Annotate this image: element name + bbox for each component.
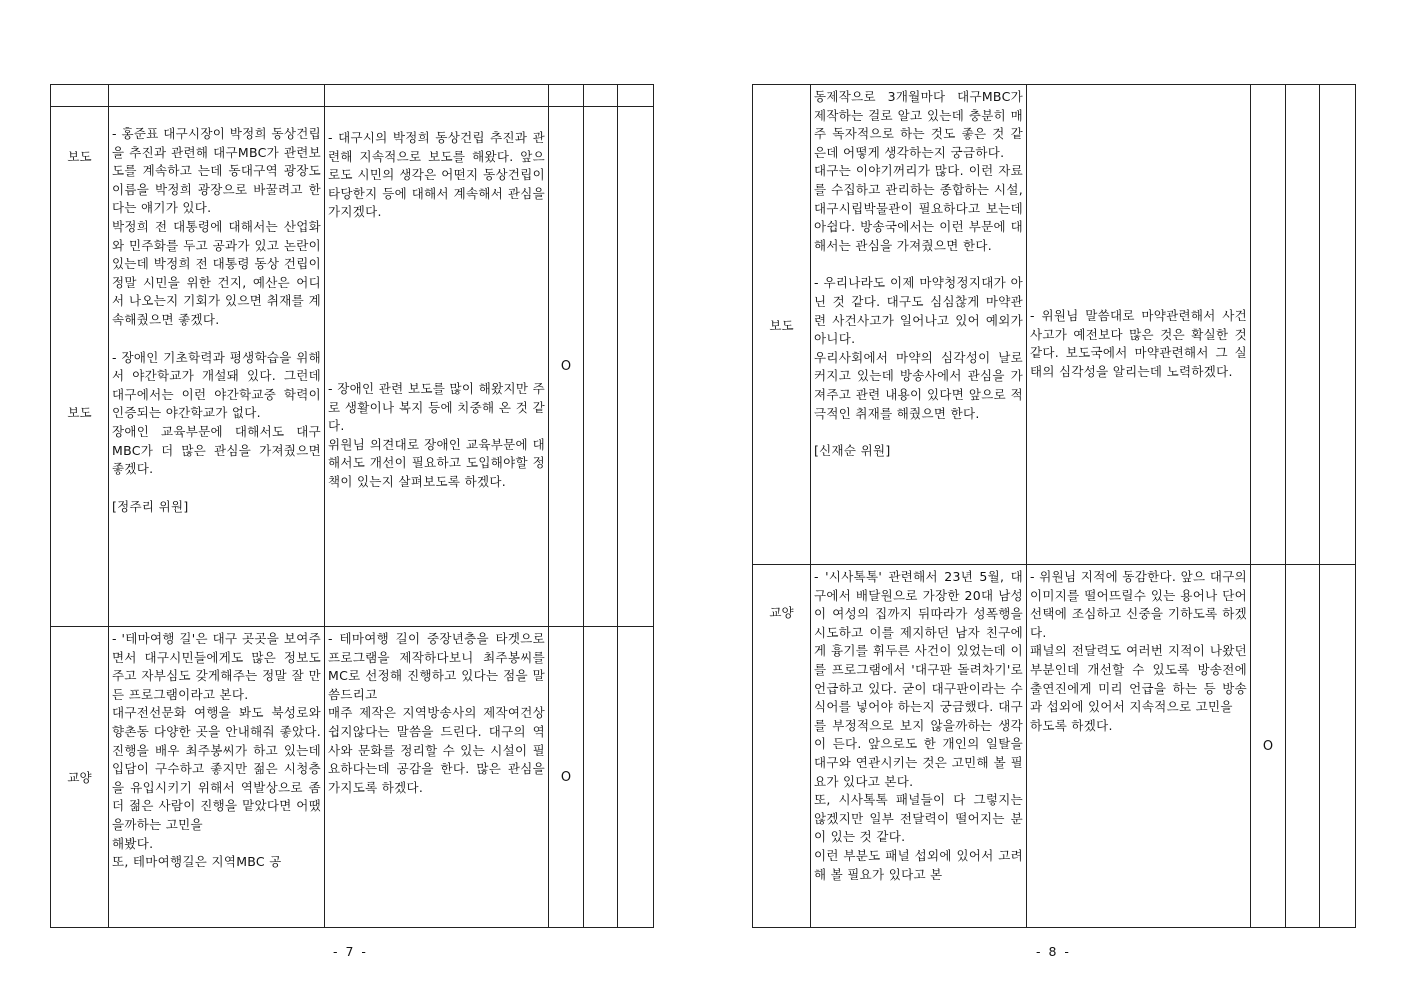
opinion-text: 우리사회에서 마약의 심각성이 날로 커지고 있는데 방송사에서 관심을 가져주고 관련 내용이 있다면 앞으로 적극적인 취재를 해줬으면 한다. bbox=[814, 349, 1023, 421]
response-text: - 위원님 말씀대로 마약관련해서 사건 사고가 예전보다 많은 것은 확실한 것 같다. 보도국에서 마약관련해서 그 실태의 심각성을 알리는데 노력하겠다. bbox=[1030, 308, 1247, 379]
response-cell bbox=[325, 627, 549, 928]
opinion-cell bbox=[811, 85, 1027, 565]
header-cell bbox=[325, 85, 549, 107]
opinion-text: - '테마여행 길'은 대구 곳곳을 보여주면서 대구시민들에게도 많은 정보도 주고 자부심도 갖게해주는 정말 잘 만든 프로그램이라고 본다. bbox=[112, 631, 321, 702]
category-label: 교양 bbox=[51, 627, 109, 928]
opinion-text: 장애인 교육부문에 대해서도 대구MBC가 더 많은 관심을 가져줬으면 좋겠다. bbox=[112, 423, 321, 477]
table-row bbox=[51, 627, 654, 928]
header-cell bbox=[549, 85, 584, 107]
response-cell bbox=[1027, 565, 1251, 928]
opinion-text: 이런 부분도 패널 섭외에 있어서 고려해 볼 필요가 있다고 본 bbox=[814, 847, 1023, 882]
opinion-text: 대구는 이야기꺼리가 많다. 이런 자료를 수집하고 관리하는 종합하는 시설, 대구시립박물관이 필요하다고 보는데 아쉽다. 방송국에서는 이런 부문에 대해서는 관심을 가져줬으면 한다. bbox=[814, 163, 1023, 253]
opinion-cell bbox=[811, 565, 1027, 928]
category-label: 교양 bbox=[753, 565, 811, 928]
empty-cell bbox=[618, 627, 654, 928]
opinion-text: 대구전선문화 여행을 봐도 북성로와 향촌동 다양한 곳을 안내해줘 좋았다. 진행을 배우 최주봉씨가 하고 있는데 입담이 구수하고 좋지만 젊은 시청층을 유입시키기 위해서 역발상으로 좀 더 젊은 사람이 진행을 맡았다면 어땠을까하는 고민을 bbox=[112, 705, 321, 832]
category-label: 보도 bbox=[67, 149, 92, 164]
opinion-text: 해봤다. bbox=[112, 835, 154, 851]
empty-cell bbox=[1286, 85, 1320, 565]
empty-cell bbox=[584, 627, 618, 928]
check-mark bbox=[1251, 85, 1286, 565]
table-row bbox=[51, 107, 654, 627]
opinion-text: 또, 시사톡톡 패널들이 다 그렇지는 않겠지만 일부 전달력이 떨어지는 분이 있는 것 같다. bbox=[814, 792, 1023, 845]
page-number: - 8 - bbox=[1036, 944, 1071, 959]
opinion-text: 동제작으로 3개월마다 대구MBC가 제작하는 걸로 알고 있는데 충분히 매주 독자적으로 하는 것도 좋은 것 같은데 어떻게 생각하는지 궁금하다. bbox=[814, 89, 1023, 160]
opinion-cell bbox=[109, 107, 325, 627]
check-mark: O bbox=[549, 627, 584, 928]
response-text: 위원님 의견대로 장애인 교육부문에 대해서도 개선이 필요하고 도입해야할 정책이 있는지 살펴보도록 하겠다. bbox=[328, 436, 545, 489]
response-text: - 위원님 지적에 동감한다. 앞으 대구의 이미지를 떨어뜨릴수 있는 용어나 단어 선택에 조심하고 신중을 기하도록 하겠다. bbox=[1030, 569, 1247, 640]
response-text: - 대구시의 박정희 동상건립 추진과 관련해 지속적으로 보도를 해왔다. 앞으로도 시민의 생각은 어떤지 동상건립이 타당한지 등에 대해서 계속해서 관심을 가지겠다. bbox=[328, 130, 545, 220]
page-number: - 7 - bbox=[333, 944, 368, 959]
response-cell bbox=[325, 107, 549, 627]
table-row bbox=[753, 85, 1356, 565]
opinion-text: - 우리나라도 이제 마약청정지대가 아닌 것 같다. 대구도 심심찮게 마약관련 사건사고가 일어나고 있어 예외가 아니다. bbox=[814, 275, 1023, 347]
check-mark: O bbox=[549, 107, 584, 627]
page-7 bbox=[50, 84, 653, 927]
check-mark: O bbox=[1251, 565, 1286, 928]
category-cell bbox=[51, 107, 109, 627]
opinion-text: - 장애인 기초학력과 평생학습을 위해서 야간학교가 개설돼 있다. 그런데 대구에서는 이런 야간학교중 학력이 인증되는 야간학교가 없다. bbox=[112, 349, 321, 421]
committee-member: [정주리 위원] bbox=[112, 498, 189, 514]
opinion-text: 박정희 전 대통령에 대해서는 산업화와 민주화를 두고 공과가 있고 논란이 있는데 박정희 전 대통령 동상 건립이 정말 시민을 위한 건지, 예산은 어디서 나오는지 기회가 있으면 취재를 계속해줬으면 좋겠다. bbox=[112, 218, 321, 327]
opinion-text: - '시사톡톡' 관련해서 23년 5월, 대구에서 배달원으로 가장한 20대 남성이 여성의 집까지 뒤따라가 성폭행을 시도하고 이를 제지하던 남자 친구에게 흉기를 휘두른 사건이 있었는데 이를 프로그램에서 '대구판 돌려차기'로 언급하고 있다. 굳이 대구판이라는 수식어를 넣어야 하는지 궁금했다. 대구를 부정적으로 보지 않을까하는 생각이 든다. 앞으로도 한 개인의 일탈을 대구와 연관시키는 것은 고민해 볼 필요가 있다고 본다. bbox=[814, 569, 1023, 789]
empty-cell bbox=[618, 107, 654, 627]
response-text: - 장애인 관련 보도를 많이 해왔지만 주로 생활이나 복지 등에 치중해 온 것 같다. bbox=[328, 380, 545, 434]
empty-cell bbox=[1286, 565, 1320, 928]
header-cell bbox=[584, 85, 618, 107]
page-8 bbox=[752, 84, 1355, 927]
opinion-text: - 홍준표 대구시장이 박정희 동상건립을 추진과 관련해 대구MBC가 관련보도를 계속하고 는데 동대구역 광장도 이름을 박정희 광장으로 바꿀려고 한다는 얘기가 있다. bbox=[112, 126, 321, 216]
empty-cell bbox=[1320, 565, 1356, 928]
category-label: 보도 bbox=[67, 405, 92, 420]
minutes-table-left bbox=[50, 84, 654, 928]
response-cell bbox=[1027, 85, 1251, 565]
response-text: 매주 제작은 지역방송사의 제작여건상 쉽지않다는 말씀을 드린다. 대구의 역사와 문화를 정리할 수 있는 시설이 필요하다는데 공감을 한다. 많은 관심을 가지도록 하겠다. bbox=[328, 705, 545, 795]
minutes-table-right bbox=[752, 84, 1356, 928]
empty-cell bbox=[584, 107, 618, 627]
response-text: - 테마여행 길이 중장년층을 타겟으로 프로그램을 제작하다보니 최주봉씨를 MC로 선정해 진행하고 있다는 점을 말씀드리고 bbox=[328, 631, 545, 702]
header-cell bbox=[618, 85, 654, 107]
response-text: 하도록 하겠다. bbox=[1030, 717, 1113, 733]
table-row bbox=[753, 565, 1356, 928]
opinion-text: 또, 테마여행길은 지역MBC 공 bbox=[112, 854, 282, 870]
empty-cell bbox=[1320, 85, 1356, 565]
response-text: 패널의 전달력도 여러번 지적이 나왔던 부분인데 개선할 수 있도록 방송전에 출연진에게 미리 언급을 하는 등 방송과 섭외에 있어서 지속적으로 고민을 bbox=[1030, 643, 1247, 715]
committee-member: [신재순 위원] bbox=[814, 443, 891, 459]
category-label: 보도 bbox=[753, 85, 811, 565]
opinion-cell bbox=[109, 627, 325, 928]
header-row bbox=[51, 85, 654, 107]
header-cell bbox=[109, 85, 325, 107]
header-cell bbox=[51, 85, 109, 107]
